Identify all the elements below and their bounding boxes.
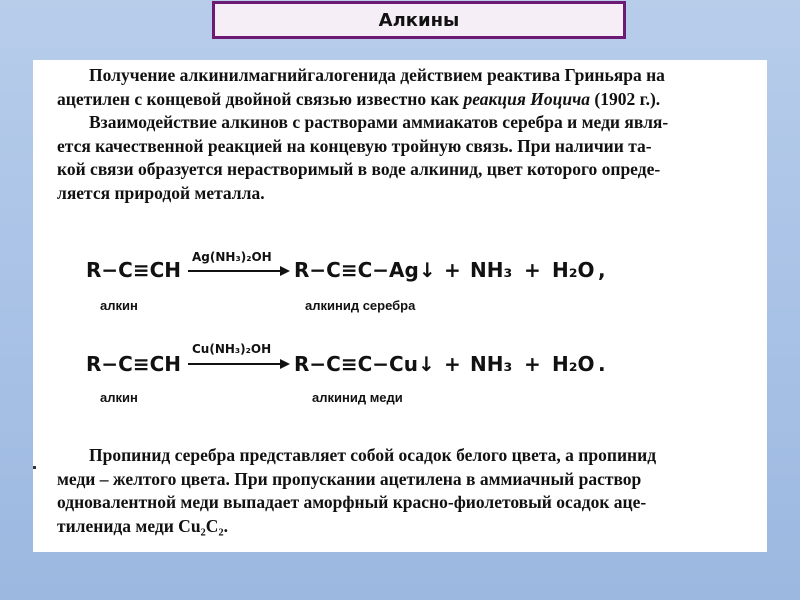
reaction1-condition: Ag(NH₃)₂OH xyxy=(192,250,272,264)
text-line-part: ацетилен с концевой двойной связью известно как xyxy=(57,88,464,109)
reaction2-plus: + xyxy=(444,352,461,376)
reaction1-water: H₂O xyxy=(552,258,595,282)
reaction2-ammonia: NH₃ xyxy=(470,352,513,376)
reaction2-condition: Cu(NH₃)₂OH xyxy=(192,342,272,356)
reaction1-arrow xyxy=(188,270,288,272)
reaction1-plus: + xyxy=(524,258,541,282)
reaction2-arrow xyxy=(188,363,288,365)
reaction2-reactant: R−C≡CH xyxy=(86,352,182,376)
reaction2-punct: . xyxy=(598,352,606,376)
text-line: Взаимодействие алкинов с растворами аммиакатов серебра и меди явля- xyxy=(89,112,669,132)
reaction1-label-product: алкинид серебра xyxy=(305,298,416,313)
text-line: Получение алкинилмагнийгалогенида действием реактива Гриньяра на xyxy=(89,65,665,85)
text-line: тиленида меди Cu₂C₂. xyxy=(57,515,229,536)
text-line: Пропинид серебра представляет собой осадок белого цвета, а пропинид xyxy=(89,445,657,465)
reaction2-label-alkyne: алкин xyxy=(100,390,138,405)
reaction1-ammonia: NH₃ xyxy=(470,258,513,282)
reaction2-water: H₂O xyxy=(552,352,595,376)
reaction1-plus: + xyxy=(444,258,461,282)
text-line: ляется природой металла. xyxy=(57,182,265,203)
slide-title: Алкины xyxy=(378,9,460,31)
text-line: одновалентной меди выпадает аморфный красно-фиолетовый осадок аце- xyxy=(57,492,647,512)
text-line: меди – желтого цвета. При пропускании ацетилена в аммиачный раствор xyxy=(57,468,642,489)
paragraph-grignard xyxy=(57,64,755,205)
stray-dot xyxy=(33,466,36,469)
reaction2-plus: + xyxy=(524,352,541,376)
reaction1-label-alkyne: алкин xyxy=(100,298,138,313)
slide-title-box xyxy=(212,1,626,39)
reaction1-reactant: R−C≡CH xyxy=(86,258,182,282)
reaction1-punct: , xyxy=(598,258,606,282)
text-line: кой связи образуется нерастворимый в воде алкинид, цвет которого опреде- xyxy=(57,159,661,179)
text-line: ется качественной реакцией на концевую тройную связь. При наличии та- xyxy=(57,135,652,156)
text-line xyxy=(57,88,755,112)
reaction-name: реакция Иоцича xyxy=(463,88,591,109)
reaction-year: (1902 г.). xyxy=(590,88,661,109)
reaction2-product: R−C≡C−Cu↓ xyxy=(294,352,435,376)
reaction1-product: R−C≡C−Ag↓ xyxy=(294,258,436,282)
reaction2-label-product: алкинид меди xyxy=(312,390,403,405)
paragraph-propynides xyxy=(57,444,755,538)
